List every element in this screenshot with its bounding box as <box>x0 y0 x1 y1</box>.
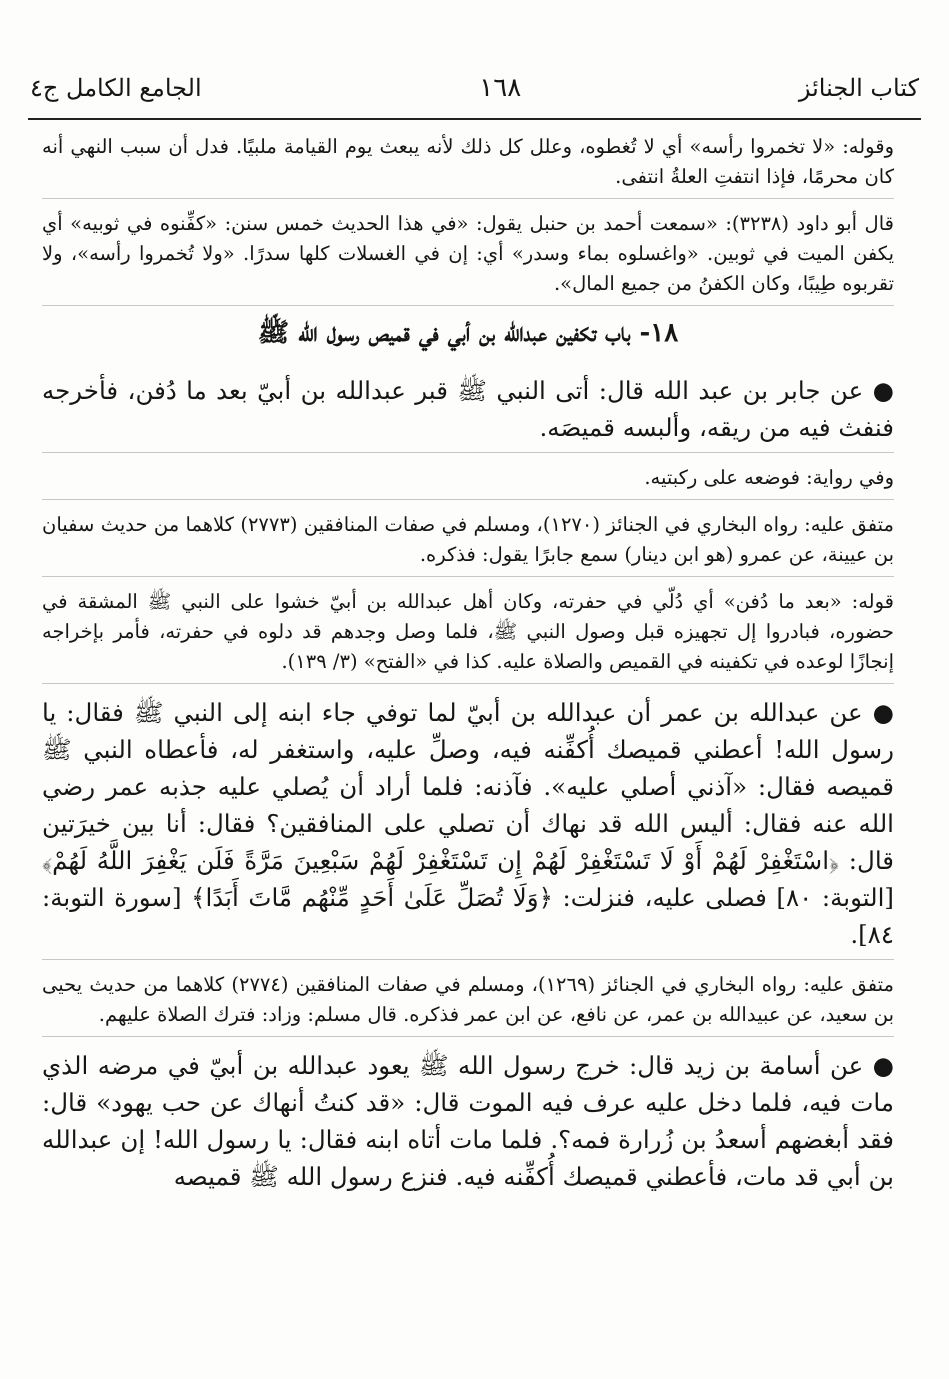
hadith-commentary: قوله: «بعد ما دُفن» أي دُلّي في حفرته، وكان أهل عبدالله بن أبيّ خشوا على النبي ﷺ المشقة في حضوره، فبادروا إل تجهيزه قبل وصول النبي ﷺ، فلما وصل وجدهم قد دلوه في حفرته، فأمر بإخراجه إنجازًا لوعده في تكفينه في القميص والصلاة عليه. كذا في «الفتح» (٣/ ١٣٩). <box>42 587 894 684</box>
page-header <box>30 68 919 108</box>
commentary-paragraph: وقوله: «لا تخمروا رأسه» أي لا تُغطوه، وعلل كل ذلك لأنه يبعث يوم القيامة ملبيًا. فدل أن سبب النهي أنه كان محرمًا، فإذا انتفتِ العلةُ انتفى. <box>42 132 894 199</box>
hadith-ibn-umar: ● عن عبدالله بن عمر أن عبدالله بن أبيّ لما توفي جاء ابنه إلى النبي ﷺ فقال: يا رسول الله! أعطني قميصك أُكفِّنه فيه، وصلِّ عليه، واستغفر له، فأعطاه النبي ﷺ قميصه فقال: «آذني أصلي عليه». فآذنه: فلما أراد أن يُصلي عليه جذبه عمر رضي الله عنه فقال: أليس الله قد نهاك أن تصلي على المنافقين؟ فقال: أنا بين خيرَتين قال: ﴿اسْتَغْفِرْ لَهُمْ أَوْ لَا تَسْتَغْفِرْ لَهُمْ إِن تَسْتَغْفِرْ لَهُمْ سَبْعِينَ مَرَّةً فَلَن يَغْفِرَ اللَّهُ لَهُمْ﴾ [التوبة: ٨٠] فصلى عليه، فنزلت: ﴿وَلَا تُصَلِّ عَلَىٰ أَحَدٍ مِّنْهُم مَّاتَ أَبَدًا﴾ [سورة التوبة: ٨٤]. <box>42 694 894 960</box>
book-title: كتاب الجنائز <box>798 74 919 102</box>
chapter-heading: ١٨- باب تكفين عبدالله بن أبي في قميص رسول الله ﷺ <box>257 318 679 348</box>
abu-dawud-quote: قال أبو داود (٣٢٣٨): «سمعت أحمد بن حنبل يقول: «في هذا الحديث خمس سنن: «كفِّنوه في ثوبيه» أي يكفن الميت في ثوبين. «واغسلوه بماء وسدر» أي: إن في الغسلات كلها سدرًا. «ولا تُخمروا رأسه»، ولا تقربوه طِيبًا، وكان الكفنُ من جميع المال». <box>42 209 894 306</box>
hadith-variant: وفي رواية: فوضعه على ركبتيه. <box>42 463 894 500</box>
hadith-takhrij: متفق عليه: رواه البخاري في الجنائز (١٢٧٠)، ومسلم في صفات المنافقين (٢٧٧٣) كلاهما من حديث سفيان بن عيينة، عن عمرو (هو ابن دينار) سمع جابرًا يقول: فذكره. <box>42 510 894 577</box>
hadith-jabir: ● عن جابر بن عبد الله قال: أتى النبي ﷺ قبر عبدالله بن أبيّ بعد ما دُفن، فأخرجه فنفث فيه من ريقه، وألبسه قميصَه. <box>42 372 894 453</box>
page-body <box>42 132 894 1211</box>
header-rule <box>28 118 921 120</box>
page-number: ١٦٨ <box>479 73 522 103</box>
hadith-takhrij: متفق عليه: رواه البخاري في الجنائز (١٢٦٩)، ومسلم في صفات المنافقين (٢٧٧٤) كلاهما من حديث يحيى بن سعيد، عن عبيدالله بن عمر، عن نافع، عن ابن عمر فذكره. قال مسلم: وزاد: فترك الصلاة عليهم. <box>42 970 894 1037</box>
hadith-usama: ● عن أسامة بن زيد قال: خرج رسول الله ﷺ يعود عبدالله بن أبيّ في مرضه الذي مات فيه، فلما دخل عليه عرف فيه الموت قال: «قد كنتُ أنهاك عن حب يهود» قال: فقد أبغضهم أسعدُ بن زُرارة فمه؟. فلما مات أتاه ابنه فقال: يا رسول الله! إن عبدالله بن أبي قد مات، فأعطني قميصك أُكفِّنه فيه. فنزع رسول الله ﷺ قميصه <box>42 1051 894 1191</box>
series-title: الجامع الكامل ج٤ <box>30 74 202 102</box>
